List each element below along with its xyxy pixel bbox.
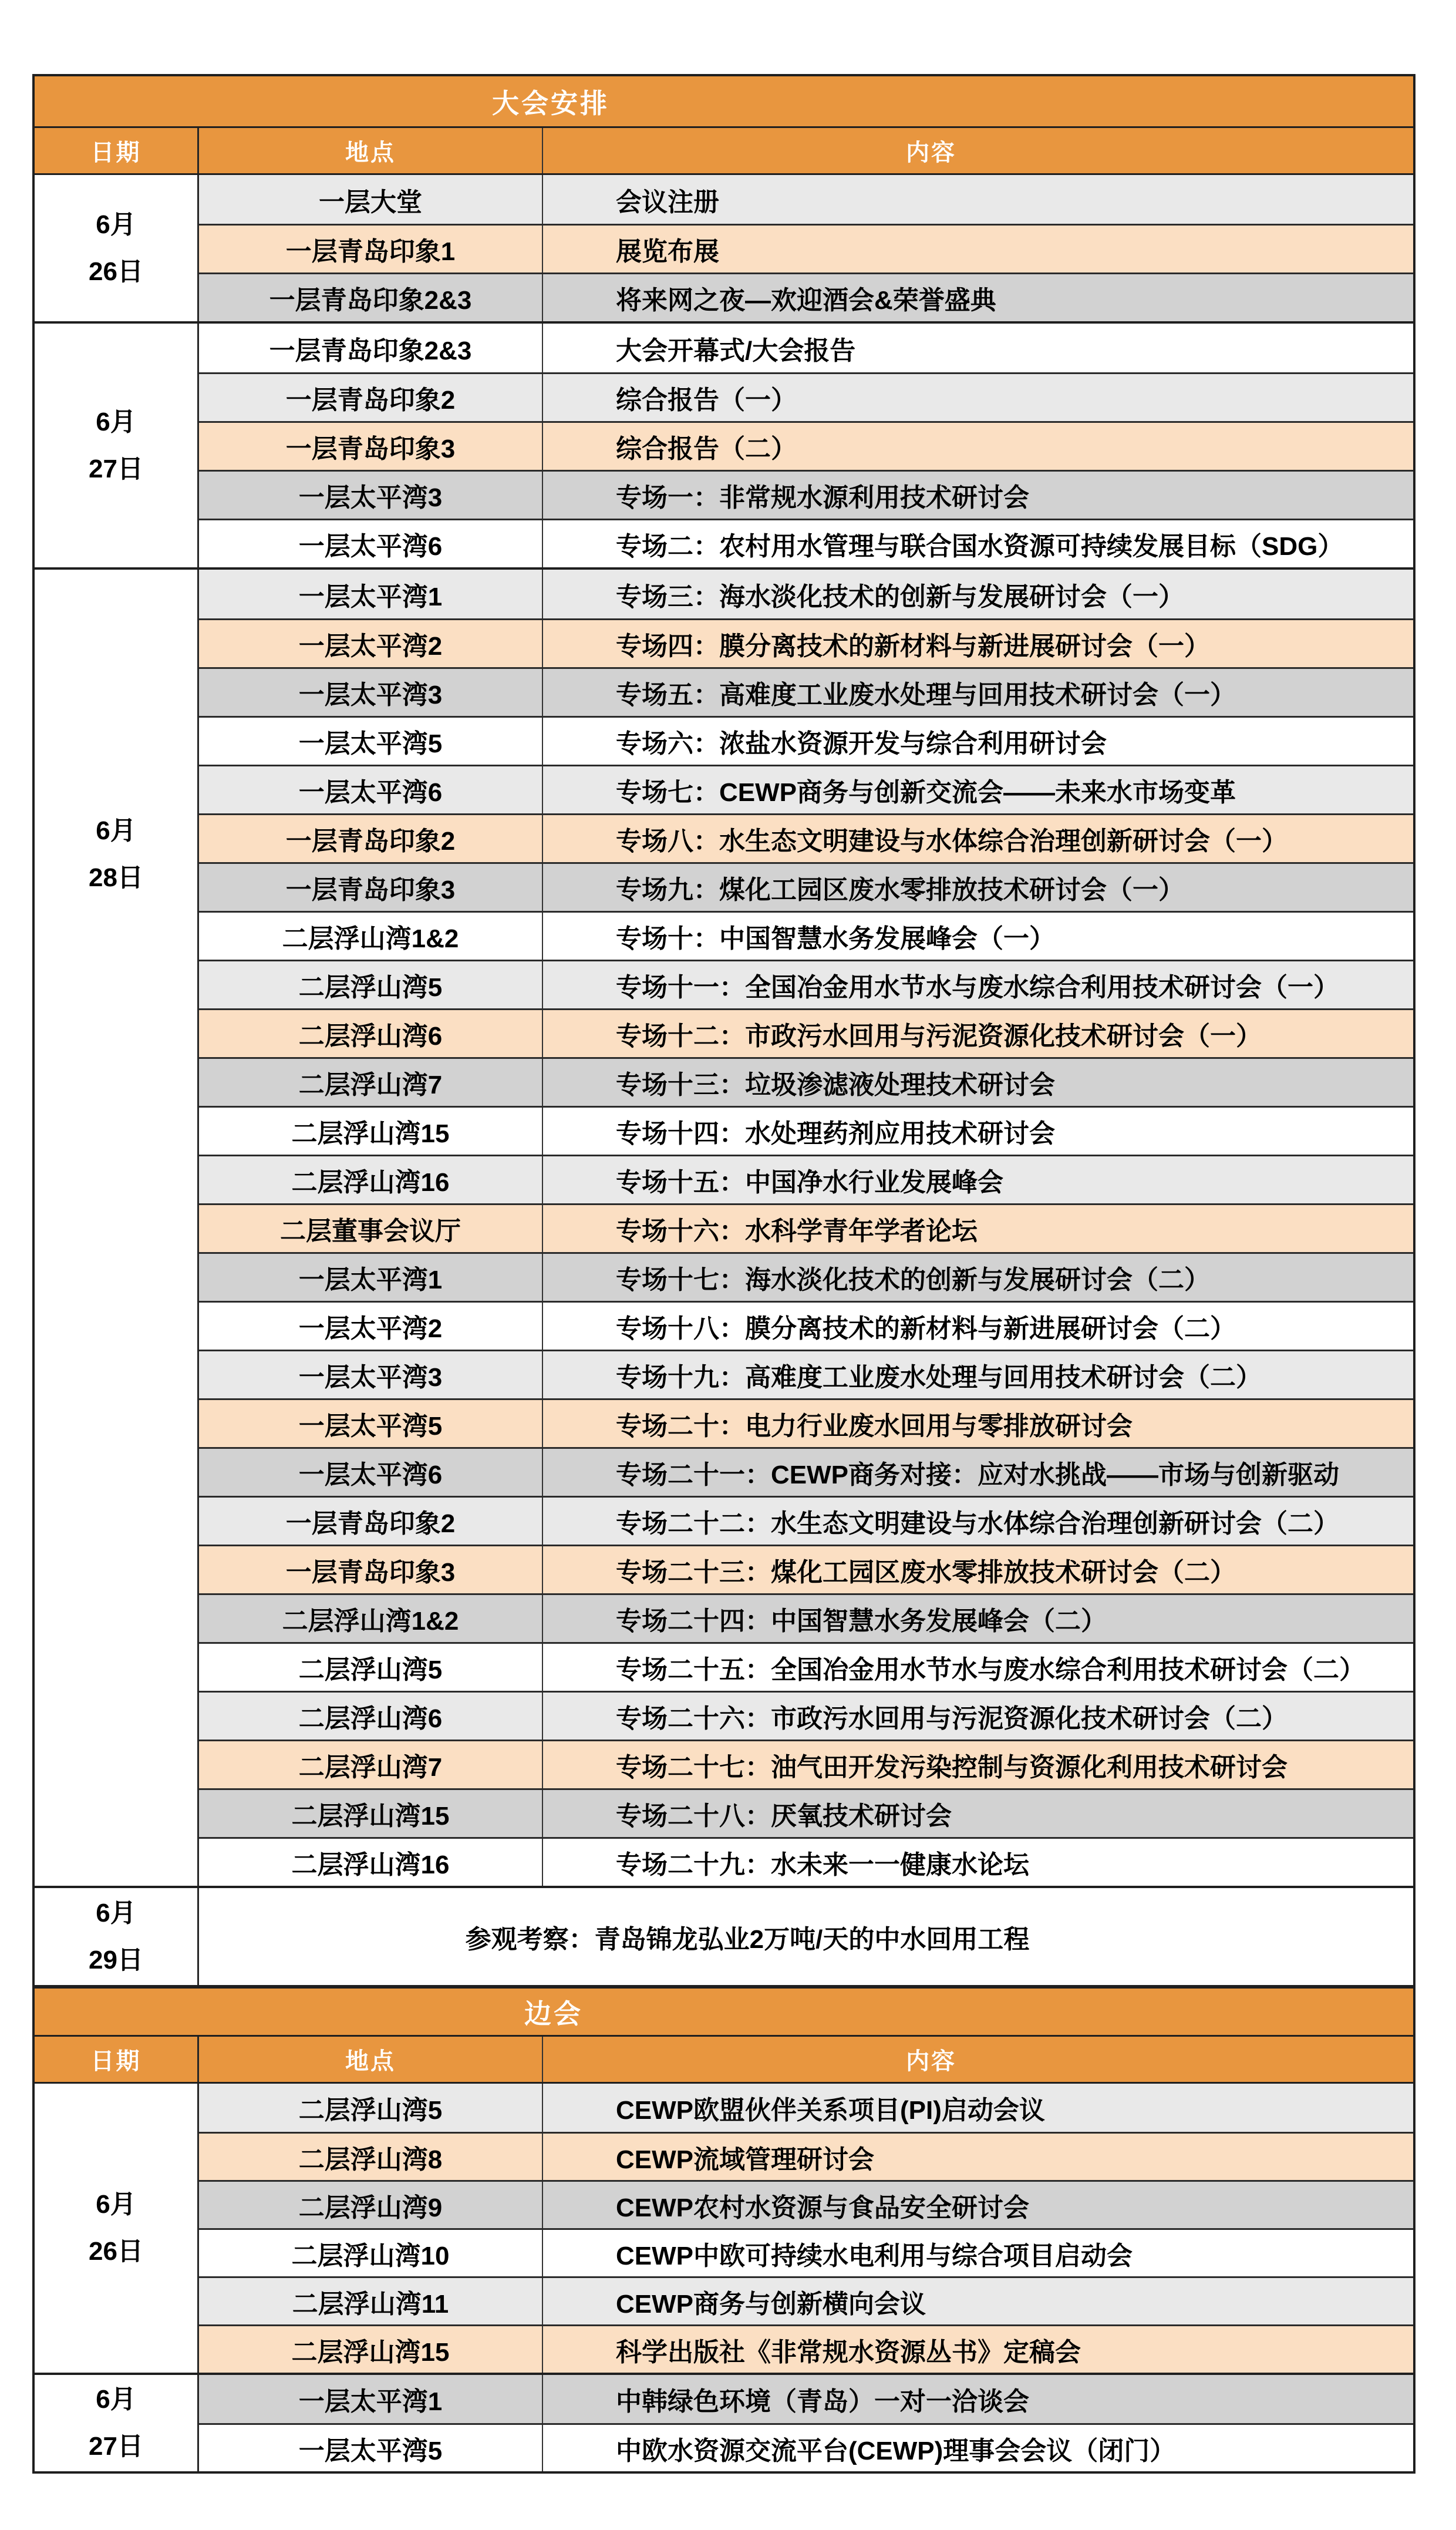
content-cell: 展览布展	[616, 237, 719, 266]
location-cell: 一层太平湾6	[199, 520, 543, 567]
content-cell: 专场十一：全国冶金用水节水与废水综合利用技术研讨会（一）	[616, 973, 1339, 1002]
schedule-row	[199, 862, 1413, 911]
content-cell: 专场二十六：市政污水回用与污泥资源化技术研讨会（二）	[616, 1704, 1288, 1733]
location-cell: 一层太平湾3	[199, 472, 543, 519]
location-cell: 二层浮山湾1&2	[199, 913, 543, 960]
schedule-row	[199, 1057, 1413, 1106]
schedule-row	[199, 1350, 1413, 1398]
location-cell: 二层浮山湾9	[199, 2182, 543, 2228]
schedule-row	[199, 2084, 1413, 2132]
location-cell: 二层浮山湾16	[199, 1156, 543, 1203]
date-cell	[35, 2375, 199, 2471]
schedule-row	[199, 1203, 1413, 1252]
location-cell: 一层太平湾1	[199, 1254, 543, 1301]
location-cell: 二层浮山湾6	[199, 1693, 543, 1740]
location-cell: 一层太平湾6	[199, 766, 543, 813]
date-group	[35, 567, 1413, 1886]
location-cell: 二层浮山湾5	[199, 2084, 543, 2132]
column-header-row	[35, 2037, 1413, 2084]
schedule-row	[199, 960, 1413, 1008]
schedule-row	[199, 421, 1413, 470]
content-cell: 专场十：中国智慧水务发展峰会（一）	[616, 924, 1055, 953]
content-cell: 专场八：水生态文明建设与水体综合治理创新研讨会（一）	[616, 827, 1288, 856]
content-cell: 专场二十五：全国冶金用水节水与废水综合利用技术研讨会（二）	[616, 1656, 1365, 1684]
location-cell: 一层太平湾3	[199, 669, 543, 716]
schedule-row	[199, 1398, 1413, 1447]
section-title: 边会	[524, 1998, 583, 2029]
location-cell: 一层太平湾3	[199, 1351, 543, 1398]
location-cell: 一层太平湾2	[199, 620, 543, 667]
schedule-row	[199, 272, 1413, 321]
date-cell	[35, 570, 199, 1886]
section-title-row	[35, 76, 1413, 128]
date-line: 27日	[89, 2432, 143, 2461]
content-cell: 专场十五：中国净水行业发展峰会	[616, 1168, 1003, 1197]
location-cell: 二层浮山湾15	[199, 2326, 543, 2373]
date-line: 26日	[89, 257, 143, 286]
content-cell: 专场二十八：厌氧技术研讨会	[616, 1802, 952, 1831]
content-cell: 专场十四：水处理药剂应用技术研讨会	[616, 1119, 1055, 1148]
content-cell: 会议注册	[616, 187, 719, 217]
date-line: 6月	[96, 407, 136, 436]
schedule-row	[199, 1252, 1413, 1301]
section-title-row	[35, 1989, 1413, 2037]
date-cell	[35, 175, 199, 321]
date-group	[35, 175, 1413, 321]
date-line: 28日	[89, 863, 143, 892]
content-cell: 专场一：非常规水源利用技术研讨会	[616, 483, 1029, 512]
location-cell: 一层青岛印象2	[199, 374, 543, 421]
column-header-date: 日期	[35, 2037, 199, 2082]
schedule-row	[199, 2423, 1413, 2471]
location-cell: 一层青岛印象1	[199, 226, 543, 272]
section-main-conference	[35, 76, 1413, 1985]
schedule-row	[199, 470, 1413, 519]
schedule-row	[199, 1155, 1413, 1203]
section-side-meetings	[35, 1985, 1413, 2471]
column-header-date: 日期	[35, 128, 199, 173]
location-cell: 二层浮山湾7	[199, 1741, 543, 1788]
location-cell: 二层浮山湾11	[199, 2278, 543, 2324]
date-group	[35, 1886, 1413, 1985]
content-cell: 专场十七：海水淡化技术的创新与发展研讨会（二）	[616, 1266, 1210, 1294]
date-line: 6月	[96, 210, 136, 239]
content-cell: 大会开幕式/大会报告	[616, 336, 856, 365]
content-cell: CEWP农村水资源与食品安全研讨会	[616, 2193, 1029, 2222]
rows	[199, 1888, 1413, 1985]
schedule-row	[199, 1888, 1413, 1985]
date-groups	[35, 2084, 1413, 2471]
schedule-row	[199, 1740, 1413, 1788]
date-group	[35, 321, 1413, 567]
location-cell: 一层太平湾5	[199, 2425, 543, 2471]
schedule-row	[199, 2276, 1413, 2324]
content-cell: 专场四：膜分离技术的新材料与新进展研讨会（一）	[616, 632, 1210, 661]
content-cell: 中欧水资源交流平台(CEWP)理事会会议（闭门）	[616, 2436, 1176, 2465]
content-cell: 专场二：农村用水管理与联合国水资源可持续发展目标（SDG）	[616, 532, 1344, 561]
schedule-row	[199, 1545, 1413, 1593]
content-cell: 专场九：煤化工园区废水零排放技术研讨会（一）	[616, 876, 1184, 904]
content-cell: 专场二十二：水生态文明建设与水体综合治理创新研讨会（二）	[616, 1509, 1339, 1538]
location-cell: 二层浮山湾5	[199, 961, 543, 1008]
schedule-row	[199, 716, 1413, 765]
location-cell: 二层浮山湾1&2	[199, 1595, 543, 1642]
schedule-row	[199, 2180, 1413, 2228]
rows	[199, 2084, 1413, 2373]
date-line: 27日	[89, 454, 143, 483]
schedule-row	[199, 1301, 1413, 1350]
location-cell: 一层青岛印象3	[199, 864, 543, 911]
content-cell: CEWP流域管理研讨会	[616, 2145, 874, 2174]
content-cell: 将来网之夜—欢迎酒会&荣誉盛典	[616, 286, 996, 315]
schedule-row	[199, 2324, 1413, 2373]
content-cell: 专场二十七：油气田开发污染控制与资源化利用技术研讨会	[616, 1753, 1288, 1782]
column-header-location: 地点	[199, 2037, 543, 2082]
schedule-row	[199, 1447, 1413, 1496]
schedule-table	[32, 74, 1415, 2474]
schedule-row	[199, 2132, 1413, 2180]
location-cell: 二层浮山湾16	[199, 1839, 543, 1886]
content-cell: 专场十六：水科学青年学者论坛	[616, 1217, 978, 1246]
schedule-row	[199, 1788, 1413, 1837]
date-groups	[35, 175, 1413, 1985]
section-title: 大会安排	[492, 88, 609, 119]
schedule-row	[199, 175, 1413, 224]
rows	[199, 2375, 1413, 2471]
schedule-row	[199, 1106, 1413, 1155]
schedule-row	[199, 1008, 1413, 1057]
date-cell	[35, 1888, 199, 1985]
content-cell: 专场十二：市政污水回用与污泥资源化技术研讨会（一）	[616, 1022, 1262, 1051]
content-cell: CEWP欧盟伙伴关系项目(PI)启动会议	[616, 2096, 1045, 2125]
schedule-row	[199, 1496, 1413, 1545]
schedule-row	[199, 618, 1413, 667]
merged-content-cell: 参观考察：青岛锦龙弘业2万吨/天的中水回用工程	[465, 1925, 1030, 1954]
location-cell: 二层浮山湾15	[199, 1790, 543, 1837]
schedule-row	[199, 2228, 1413, 2276]
schedule-row	[199, 1837, 1413, 1886]
column-header-content: 内容	[906, 140, 956, 166]
location-cell: 二层浮山湾15	[199, 1108, 543, 1155]
content-cell: 专场五：高难度工业废水处理与回用技术研讨会（一）	[616, 681, 1236, 709]
content-cell: 专场三：海水淡化技术的创新与发展研讨会（一）	[616, 582, 1184, 611]
content-cell: CEWP商务与创新横向会议	[616, 2289, 926, 2319]
location-cell: 二层浮山湾6	[199, 1010, 543, 1057]
schedule-row	[199, 765, 1413, 813]
location-cell: 一层大堂	[199, 175, 543, 224]
content-cell: 科学出版社《非常规水资源丛书》定稿会	[616, 2337, 1081, 2367]
location-cell: 一层青岛印象2	[199, 1498, 543, 1545]
schedule-row	[199, 519, 1413, 567]
location-cell: 一层太平湾1	[199, 570, 543, 618]
date-line: 29日	[89, 1945, 143, 1974]
content-cell: 专场十八：膜分离技术的新材料与新进展研讨会（二）	[616, 1314, 1236, 1343]
schedule-row	[199, 224, 1413, 272]
location-cell: 一层青岛印象2	[199, 815, 543, 862]
date-cell	[35, 2084, 199, 2373]
column-header-content: 内容	[906, 2048, 956, 2074]
rows	[199, 175, 1413, 321]
schedule-row	[199, 813, 1413, 862]
location-cell: 二层浮山湾5	[199, 1644, 543, 1691]
content-cell: 专场二十九：水未来一一健康水论坛	[616, 1851, 1029, 1879]
date-line: 6月	[96, 2190, 136, 2219]
location-cell: 一层青岛印象2&3	[199, 274, 543, 321]
content-cell: 专场十九：高难度工业废水处理与回用技术研讨会（二）	[616, 1363, 1262, 1392]
location-cell: 一层太平湾2	[199, 1303, 543, 1350]
date-group	[35, 2084, 1413, 2373]
date-line: 6月	[96, 2385, 136, 2414]
schedule-row	[199, 1642, 1413, 1691]
location-cell: 一层太平湾5	[199, 718, 543, 765]
schedule-row	[199, 372, 1413, 421]
content-cell: 综合报告（二）	[616, 435, 797, 463]
schedule-row	[199, 570, 1413, 618]
content-cell: 专场六：浓盐水资源开发与综合利用研讨会	[616, 729, 1107, 758]
content-cell: 专场七：CEWP商务与创新交流会——未来水市场变革	[616, 778, 1236, 807]
location-cell: 二层董事会议厅	[199, 1205, 543, 1252]
schedule-row	[199, 2375, 1413, 2423]
schedule-row	[199, 324, 1413, 372]
location-cell: 一层太平湾1	[199, 2375, 543, 2423]
location-cell: 二层浮山湾8	[199, 2134, 543, 2180]
location-cell: 一层青岛印象2&3	[199, 324, 543, 372]
location-cell: 一层青岛印象3	[199, 1546, 543, 1593]
content-cell: 专场二十一：CEWP商务对接：应对水挑战——市场与创新驱动	[616, 1461, 1339, 1489]
schedule-row	[199, 911, 1413, 960]
rows	[199, 570, 1413, 1886]
column-header-row	[35, 128, 1413, 175]
content-cell: 中韩绿色环境（青岛）一对一洽谈会	[616, 2387, 1029, 2416]
content-cell: 综合报告（一）	[616, 386, 797, 415]
location-cell: 一层太平湾6	[199, 1449, 543, 1496]
column-header-location: 地点	[199, 128, 543, 173]
location-cell: 二层浮山湾10	[199, 2230, 543, 2276]
content-cell: CEWP中欧可持续水电利用与综合项目启动会	[616, 2241, 1133, 2270]
location-cell: 一层太平湾5	[199, 1400, 543, 1447]
location-cell: 一层青岛印象3	[199, 423, 543, 470]
schedule-row	[199, 1593, 1413, 1642]
date-line: 6月	[96, 816, 136, 845]
date-cell	[35, 324, 199, 567]
location-cell: 二层浮山湾7	[199, 1059, 543, 1106]
content-cell: 专场二十四：中国智慧水务发展峰会（二）	[616, 1607, 1107, 1636]
date-line: 26日	[89, 2237, 143, 2266]
content-cell: 专场十三：垃圾渗滤液处理技术研讨会	[616, 1071, 1055, 1099]
schedule-row	[199, 1691, 1413, 1740]
date-line: 6月	[96, 1898, 136, 1927]
content-cell: 专场二十三：煤化工园区废水零排放技术研讨会（二）	[616, 1558, 1236, 1587]
date-group	[35, 2373, 1413, 2471]
content-cell: 专场二十：电力行业废水回用与零排放研讨会	[616, 1412, 1133, 1441]
schedule-row	[199, 667, 1413, 716]
rows	[199, 324, 1413, 567]
